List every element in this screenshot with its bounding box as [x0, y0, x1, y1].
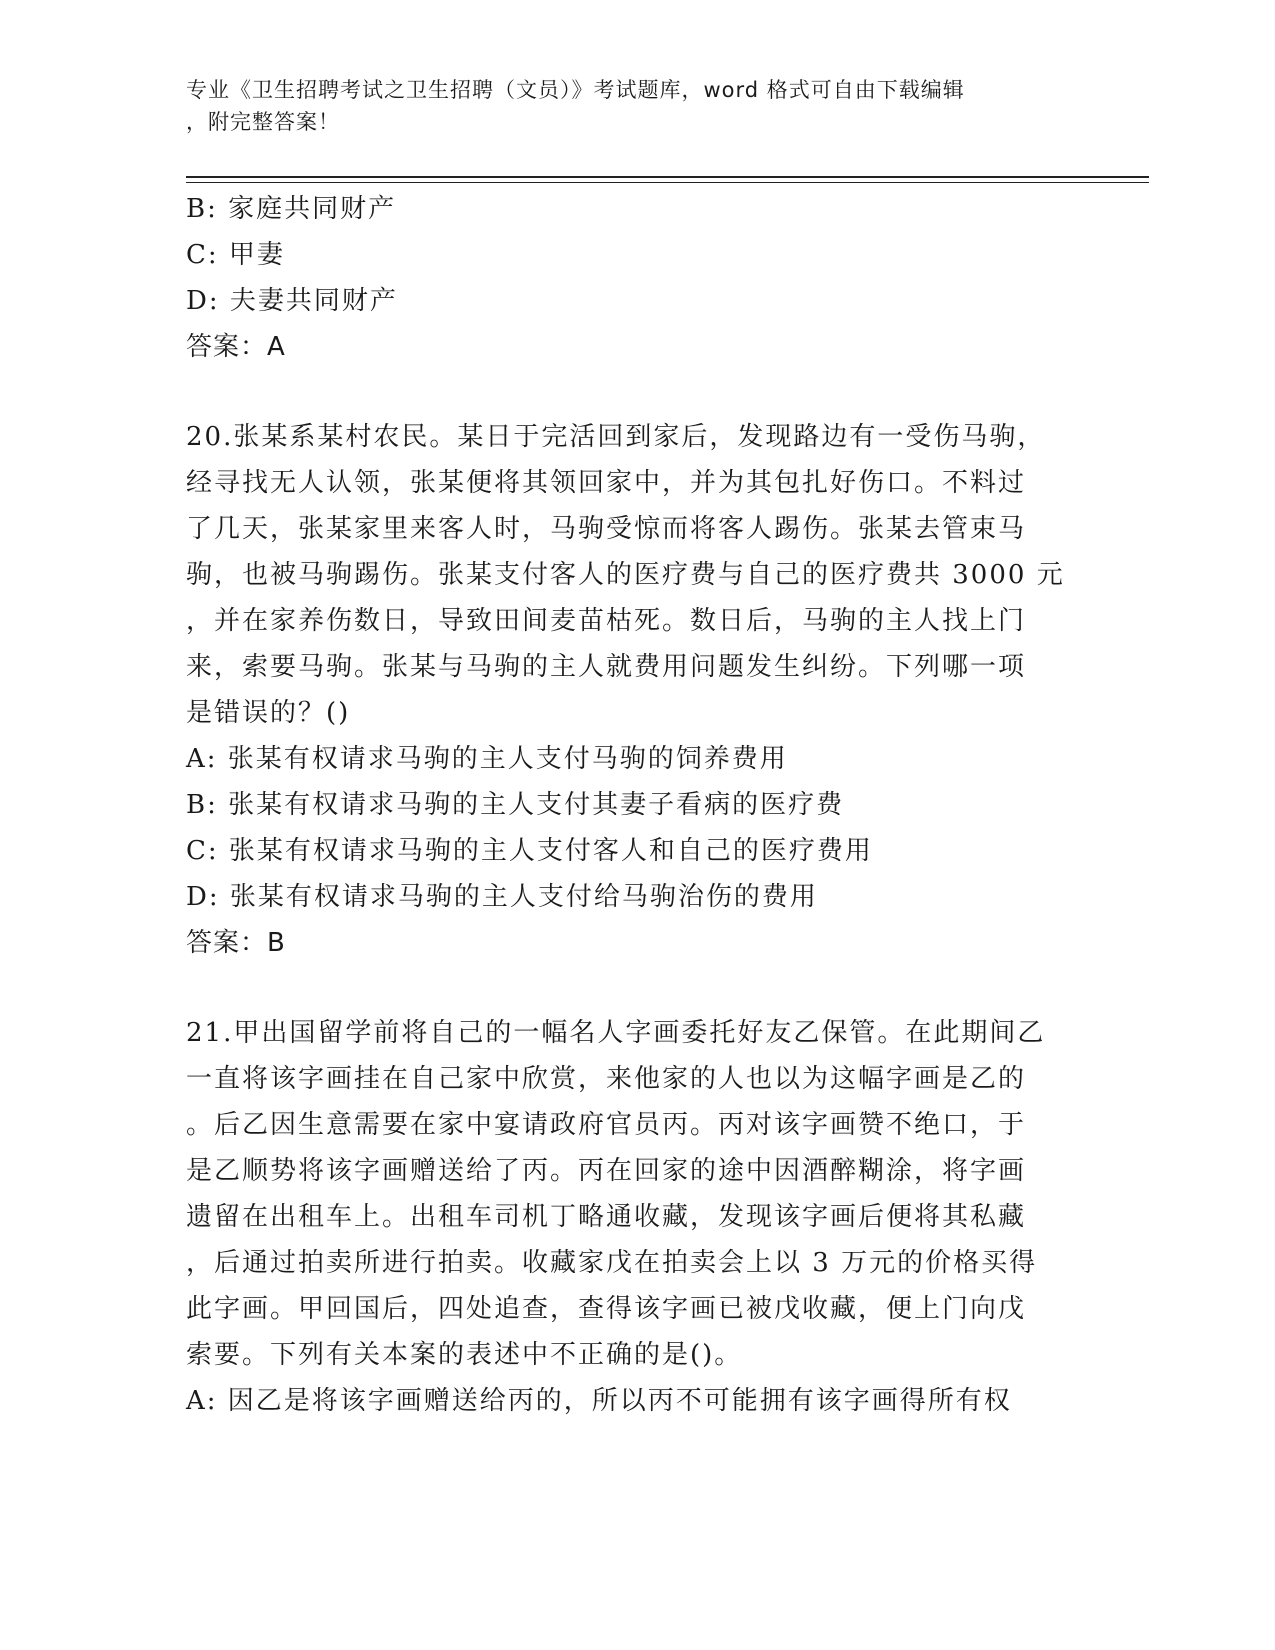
header-line-1: 专业《卫生招聘考试之卫生招聘（文员）》考试题库，word 格式可自由下载编辑: [186, 78, 965, 102]
q20-stem-line: 了几天，张某家里来客人时，马驹受惊而将客人踢伤。张某去管束马: [186, 514, 1027, 544]
document-body: [186, 186, 1086, 1424]
q19-option-d: D: 夫妻共同财产: [186, 286, 398, 316]
header-rule-thin: [186, 182, 1149, 183]
q20-option-b: B: 张某有权请求马驹的主人支付其妻子看病的医疗费: [186, 790, 845, 820]
q21-stem-line: 21.甲出国留学前将自己的一幅名人字画委托好友乙保管。在此期间乙: [186, 1018, 1046, 1048]
question-19: [186, 186, 1086, 370]
q20-stem-line: 来，索要马驹。张某与马驹的主人就费用问题发生纠纷。下列哪一项: [186, 652, 1027, 682]
q21-stem-line: 遗留在出租车上。出租车司机丁略通收藏，发现该字画后便将其私藏: [186, 1202, 1027, 1232]
q20-stem-line: 驹，也被马驹踢伤。张某支付客人的医疗费与自己的医疗费共 3000 元: [186, 560, 1065, 590]
spacer: [186, 966, 1086, 1010]
q21-stem-line: 。后乙因生意需要在家中宴请政府官员丙。丙对该字画赞不绝口，于: [186, 1110, 1027, 1140]
q19-answer: 答案：A: [186, 332, 286, 362]
header-rule-thick: [186, 176, 1149, 178]
q21-stem-line: 一直将该字画挂在自己家中欣赏，来他家的人也以为这幅字画是乙的: [186, 1064, 1027, 1094]
q21-stem-line: 此字画。甲回国后，四处追查，查得该字画已被戊收藏，便上门向戊: [186, 1294, 1027, 1324]
q20-answer: 答案：B: [186, 928, 286, 958]
question-20: [186, 414, 1086, 966]
q20-option-c: C: 张某有权请求马驹的主人支付客人和自己的医疗费用: [186, 836, 873, 866]
q21-stem-line: ，后通过拍卖所进行拍卖。收藏家戊在拍卖会上以 3 万元的价格买得: [186, 1248, 1038, 1278]
question-21: [186, 1010, 1086, 1424]
spacer: [186, 370, 1086, 414]
q20-stem-line: 20.张某系某村农民。某日于完活回到家后，发现路边有一受伤马驹，: [186, 422, 1046, 452]
q20-option-a: A: 张某有权请求马驹的主人支付马驹的饲养费用: [186, 744, 788, 774]
q20-stem-line: 经寻找无人认领，张某便将其领回家中，并为其包扎好伤口。不料过: [186, 468, 1027, 498]
q21-option-a: A: 因乙是将该字画赠送给丙的，所以丙不可能拥有该字画得所有权: [186, 1386, 1012, 1416]
q20-option-d: D: 张某有权请求马驹的主人支付给马驹治伤的费用: [186, 882, 818, 912]
q20-stem-line: ，并在家养伤数日，导致田间麦苗枯死。数日后，马驹的主人找上门: [186, 606, 1027, 636]
page-header: [186, 74, 1066, 138]
q20-stem-line: 是错误的？(): [186, 698, 351, 728]
q19-option-b: B: 家庭共同财产: [186, 194, 397, 224]
header-line-2: ，附完整答案！: [186, 110, 340, 134]
q21-stem-line: 是乙顺势将该字画赠送给了丙。丙在回家的途中因酒醉糊涂，将字画: [186, 1156, 1027, 1186]
q21-stem-line: 索要。下列有关本案的表述中不正确的是()。: [186, 1340, 743, 1370]
q19-option-c: C: 甲妻: [186, 240, 285, 270]
